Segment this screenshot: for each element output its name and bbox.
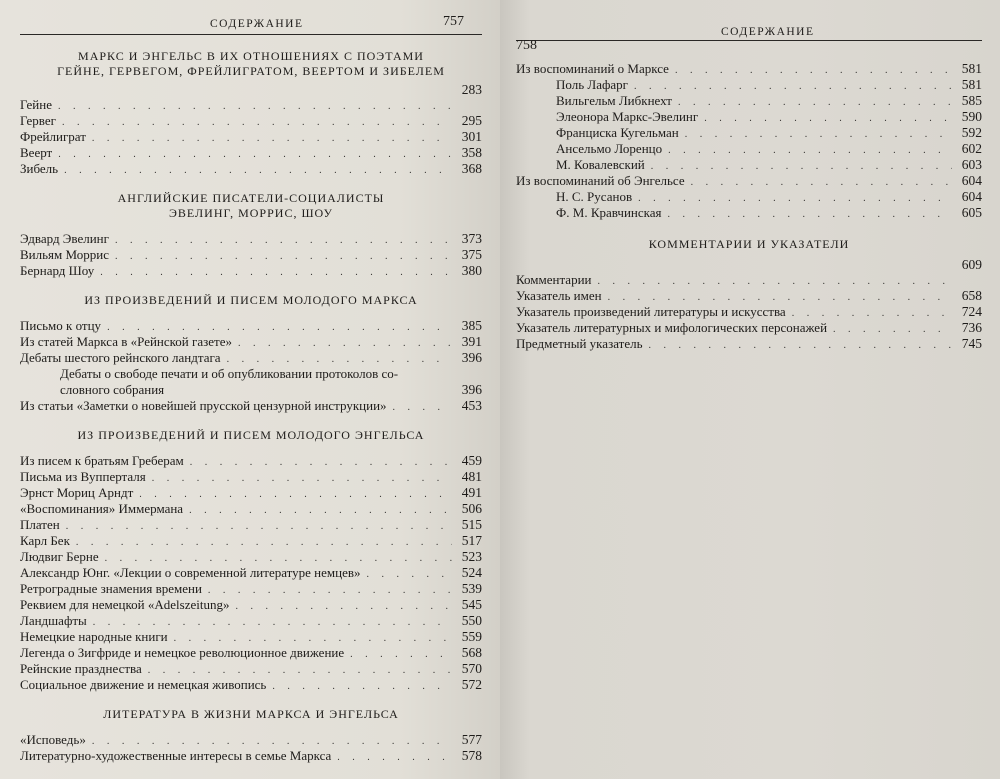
toc-list [20,318,482,414]
page-number: 757 [443,14,464,29]
toc-entry[interactable]: Указатель произведений литературы и искусства . . . 724 [516,304,982,320]
toc-list [20,97,482,177]
running-head [516,22,982,53]
toc-entry[interactable]: Из писем к братьям Греберам . . . 459 [20,453,482,469]
right-page [500,0,1000,779]
toc-entry[interactable]: Ф. М. Кравчинская . . . 605 [516,205,982,221]
toc-entry[interactable]: Ретроградные знамения времени . . . 539 [20,581,482,597]
toc-entry[interactable]: Литературно-художественные интересы в семье Маркса . . . 578 [20,748,482,764]
toc-entry[interactable]: Дебаты шестого рейнского ландтага . . . 396 [20,350,482,366]
toc-entry[interactable]: Элеонора Маркс-Эвелинг . . . 590 [516,109,982,125]
toc-entry[interactable]: Письма из Вупперталя . . . 481 [20,469,482,485]
section-title: ИЗ ПРОИЗВЕДЕНИЙ И ПИСЕМ МОЛОДОГО МАРКСА [84,293,418,307]
toc-entry[interactable]: М. Ковалевский . . . 603 [516,157,982,173]
toc-entry[interactable]: Ансельмо Лоренцо . . . 602 [516,141,982,157]
toc-entry[interactable]: Реквием для немецкой «Adelszeitung» . . . 545 [20,597,482,613]
toc-entry[interactable]: Платен . . . 515 [20,517,482,533]
section-first-page: 609 [961,257,982,272]
toc-entry[interactable]: Фрейлиграт . . . 301 [20,129,482,145]
toc-entry[interactable]: Из статей Маркса в «Рейнской газете» . . . 391 [20,334,482,350]
toc-entry[interactable]: Легенда о Зигфриде и немецкое революционное движение . . . 568 [20,645,482,661]
section-title: ИЗ ПРОИЗВЕДЕНИЙ И ПИСЕМ МОЛОДОГО ЭНГЕЛЬСА [77,428,425,442]
section-title: АНГЛИЙСКИЕ ПИСАТЕЛИ-СОЦИАЛИСТЫ ЭВЕЛИНГ, МОРРИС, ШОУ [117,191,385,220]
toc-list [20,453,482,693]
toc-entry[interactable]: Эдвард Эвелинг . . . 373 [20,231,482,247]
toc-entry[interactable]: Указатель литературных и мифологических персонажей . . . 736 [516,320,982,336]
section-title: ЛИТЕРАТУРА В ЖИЗНИ МАРКСА И ЭНГЕЛЬСА [103,707,399,721]
toc-entry[interactable]: Веерт . . . 358 [20,145,482,161]
toc-list [516,272,982,352]
toc-entry[interactable]: Из воспоминаний об Энгельсе . . . 604 [516,173,982,189]
running-title: СОДЕРЖАНИЕ [210,18,304,30]
toc-entry-multiline[interactable]: Дебаты о свободе печати и об опубликовании протоколов со- словного собрания 396 [60,366,482,397]
toc-entry[interactable]: Социальное движение и немецкая живопись . . . 572 [20,677,482,693]
section-first-page: 283 [461,82,482,97]
section-title: МАРКС И ЭНГЕЛЬС В ИХ ОТНОШЕНИЯХ С ПОЭТАМИ ГЕЙНЕ, ГЕРВЕГОМ, ФРЕЙЛИГРАТОМ, ВЕЕРТОМ И ЗИБЕЛЕМ [57,49,445,78]
toc-list [20,732,482,764]
toc-entry[interactable]: Эрнст Мориц Арндт . . . 491 [20,485,482,501]
toc-entry[interactable]: Предметный указатель . . . 745 [516,336,982,352]
toc-entry[interactable]: Указатель имен . . . 658 [516,288,982,304]
toc-entry[interactable]: Из воспоминаний о Марксе . . . 581 [516,61,982,77]
toc-entry[interactable]: Немецкие народные книги . . . 559 [20,629,482,645]
page-number: 758 [516,38,537,53]
toc-entry[interactable]: Из статьи «Заметки о новейшей прусской цензурной инструкции» . . . 453 [20,398,482,414]
toc-entry[interactable]: Людвиг Берне . . . 523 [20,549,482,565]
toc-entry[interactable]: Гейне . . . [20,97,482,113]
toc-entry[interactable]: «Воспоминания» Иммермана . . . 506 [20,501,482,517]
toc-entry[interactable]: «Исповедь» . . . 577 [20,732,482,748]
toc-entry[interactable]: Н. С. Русанов . . . 604 [516,189,982,205]
running-head [20,8,482,35]
toc-entry[interactable]: Александр Юнг. «Лекции о современной литературе немцев» . . . 524 [20,565,482,581]
toc-entry[interactable]: Поль Лафарг . . . 581 [516,77,982,93]
toc-entry[interactable]: Комментарии . . . [516,272,982,288]
toc-entry[interactable]: Вильгельм Либкнехт . . . 585 [516,93,982,109]
toc-entry[interactable]: Карл Бек . . . 517 [20,533,482,549]
section-title: КОММЕНТАРИИ И УКАЗАТЕЛИ [648,237,850,251]
toc-entry[interactable]: Зибель . . . 368 [20,161,482,177]
toc-entry[interactable]: Франциска Кугельман . . . 592 [516,125,982,141]
toc-list [516,61,982,221]
toc-entry[interactable]: Бернард Шоу . . . 380 [20,263,482,279]
toc-entry[interactable]: Письмо к отцу . . . 385 [20,318,482,334]
toc-list [20,231,482,279]
toc-entry[interactable]: Ландшафты . . . 550 [20,613,482,629]
toc-entry[interactable]: Гервег . . . 295 [20,113,482,129]
toc-entry[interactable]: Рейнские празднества . . . 570 [20,661,482,677]
toc-entry[interactable]: Вильям Моррис . . . 375 [20,247,482,263]
running-title: СОДЕРЖАНИЕ [721,26,815,38]
